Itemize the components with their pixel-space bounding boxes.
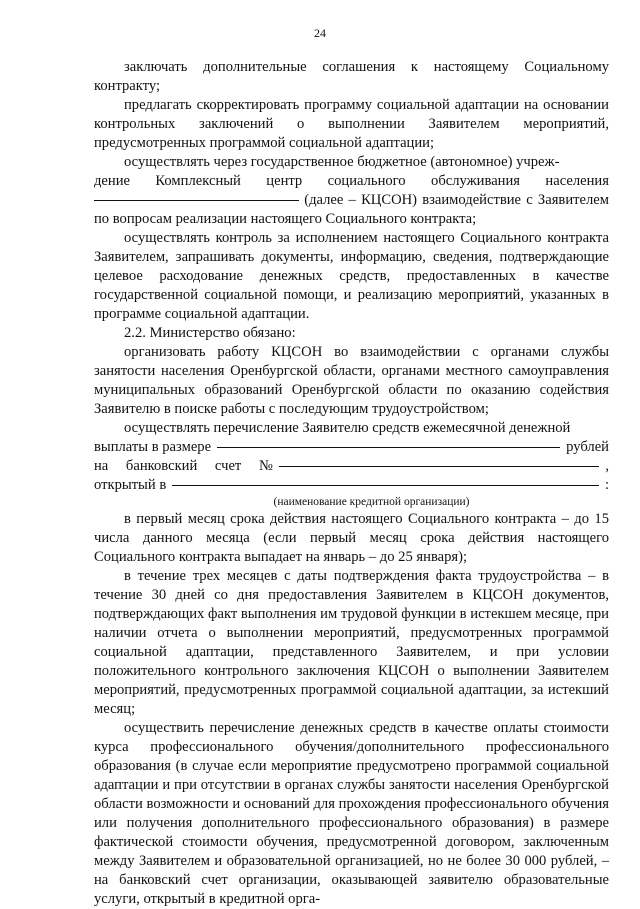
payment-amount-unit: рублей [566,439,609,455]
bank-name-caption: (наименование кредитной организации) [273,496,470,508]
payment-amount-blank [217,446,560,448]
word: обслуживания [431,173,521,189]
word: населения [545,173,609,189]
payment-amount-label: выплаты в размере [94,439,212,455]
bank-account-label: на банковский счет № [94,458,273,474]
bank-name-label: открытый в [94,477,167,493]
interaction-tail-text: (далее – КЦСОН) взаимодействие с Заявителем по вопросам реализации настоящего Социального контракта; [94,192,609,227]
section-heading-2-2: 2.2. Министерство обязано: [124,325,296,341]
bank-name-end: : [604,477,609,493]
kcson-name-blank [94,200,299,201]
bank-account-row [94,457,609,476]
word: Комплексный [155,173,241,189]
paragraph-interaction-tail [94,191,609,229]
word: дение [94,173,130,189]
bank-name-row [94,476,609,495]
paragraph-adjust-program: предлагать скорректировать программу социальной адаптации на основании контрольных заключений о выполнении Заявителем мероприятий, предусмотренных программой социальной адаптации; [94,97,609,151]
paragraph-interaction-line2 [94,172,609,191]
bank-account-blank [279,465,599,467]
paragraph-interaction-line1: осуществлять через государственное бюджетное (автономное) учреж- [124,154,560,170]
paragraph-first-month: в первый месяц срока действия настоящего Социального контракта – до 15 числа данного месяца (если первый месяц срока действия настоящего Социального контракта выпадает на январь – до 25 января); [94,511,609,565]
document-body [94,58,609,909]
paragraph-three-months: в течение трех месяцев с даты подтверждения факта трудоустройства – в течение 30 дней со дня предоставления Заявителем в КЦСОН документов, подтверждающих факт выполнения им трудовой функции в истекшем месяце, при наличии отчета о выполнении мероприятий, предусмотренных программой социальной адаптации, представленного Заявителем, и при условии положительного контрольного заключения КЦСОН о выполнении Заявителем мероприятий, предусмотренных программой социальной адаптации, за истекший месяц; [94,568,609,717]
paragraph-additional-agreements: заключать дополнительные соглашения к настоящему Социальному контракту; [94,59,609,94]
word: центр [266,173,303,189]
paragraph-control: осуществлять контроль за исполнением настоящего Социального контракта Заявителем, запрашивать документы, информацию, сведения, подтверждающие целевое расходование денежных средств, предоставленных в качестве государственной социальной помощи, и реализацию мероприятий, указанных в программе социальной адаптации. [94,230,609,322]
payment-amount-row [94,438,609,457]
paragraph-monthly-payment-line1: осуществлять перечисление Заявителю средств ежемесячной денежной [124,420,571,436]
bank-name-blank [172,484,599,486]
word: социального [327,173,406,189]
page-number: 24 [314,26,326,40]
bank-account-end: , [605,458,609,474]
paragraph-organize-work: организовать работу КЦСОН во взаимодействии с органами службы занятости населения Оренбургской области, органами местного самоуправления муниципальных образований Оренбургской области по оказанию содействия Заявителю в поиске работы с последующим трудоустройством; [94,344,609,417]
paragraph-education-payment: осуществить перечисление денежных средств в качестве оплаты стоимости курса профессионального обучения/дополнительного профессионального образования (в случае если мероприятие предусмотрено программой социальной адаптации и при отсутствии в органах службы занятости населения Оренбургской области возможности и оснований для прохождения профессионального обучения или получения дополнительного профессионального образования) в размере фактической стоимости обучения, предусмотренной договором, заключенным между Заявителем и образовательной организацией, но не более 30 000 рублей, – на банковский счет организации, оказывающей заявителю образовательные услуги, открытый в кредитной орга- [94,720,609,907]
